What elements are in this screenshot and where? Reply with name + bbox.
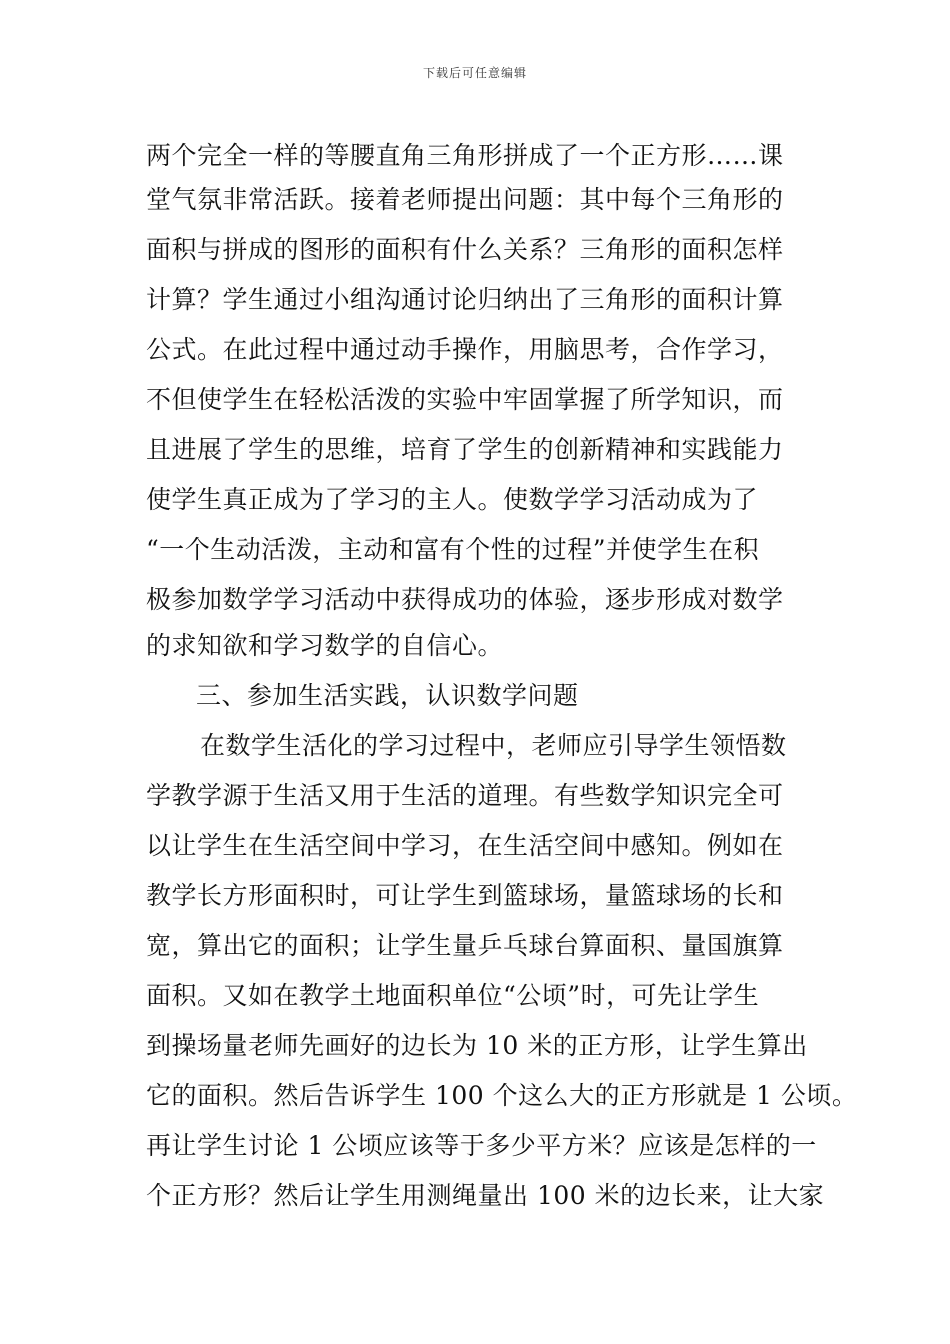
page-header: 下载后可任意编辑 bbox=[422, 66, 527, 80]
text-line: 计算？学生通过小组沟通讨论归纳出了三角形的面积计算 bbox=[146, 285, 784, 314]
text-line: 它的面积。然后告诉学生 100 个这么大的正方形就是 1 公顷。 bbox=[146, 1081, 858, 1110]
text-line: 极参加数学学习活动中获得成功的体验，逐步形成对数学 bbox=[146, 585, 784, 614]
section-heading: 三、参加生活实践，认识数学问题 bbox=[196, 681, 579, 710]
text-line: 堂气氛非常活跃。接着老师提出问题：其中每个三角形的 bbox=[146, 185, 784, 214]
text-line: 到操场量老师先画好的边长为 10 米的正方形，让学生算出 bbox=[146, 1031, 808, 1060]
text-line: 不但使学生在轻松活泼的实验中牢固掌握了所学知识，而 bbox=[146, 385, 784, 414]
text-line: 公式。在此过程中通过动手操作，用脑思考，合作学习， bbox=[146, 335, 784, 364]
text-line: 教学长方形面积时，可让学生到篮球场，量篮球场的长和 bbox=[146, 881, 784, 910]
text-line: 两个完全一样的等腰直角三角形拼成了一个正方形……课 bbox=[146, 141, 784, 170]
text-line: 学教学源于生活又用于生活的道理。有些数学知识完全可 bbox=[146, 781, 784, 810]
text-line: 面积。又如在教学土地面积单位“公顷”时，可先让学生 bbox=[146, 981, 760, 1010]
text-line: 个正方形？然后让学生用测绳量出 100 米的边长来，让大家 bbox=[146, 1181, 825, 1210]
text-line: 且进展了学生的思维，培育了学生的创新精神和实践能力 bbox=[146, 435, 784, 464]
text-line: “一个生动活泼，主动和富有个性的过程”并使学生在积 bbox=[146, 535, 760, 564]
text-line: 的求知欲和学习数学的自信心。 bbox=[146, 631, 504, 660]
text-line: 使学生真正成为了学习的主人。使数学学习活动成为了 bbox=[146, 485, 759, 514]
text-line: 宽，算出它的面积；让学生量乒乓球台算面积、量国旗算 bbox=[146, 931, 784, 960]
text-line: 再让学生讨论 1 公顷应该等于多少平方米？应该是怎样的一 bbox=[146, 1131, 817, 1160]
text-line: 面积与拼成的图形的面积有什么关系？三角形的面积怎样 bbox=[146, 235, 784, 264]
text-line: 在数学生活化的学习过程中，老师应引导学生领悟数 bbox=[200, 731, 787, 760]
text-line: 以让学生在生活空间中学习，在生活空间中感知。例如在 bbox=[146, 831, 784, 860]
